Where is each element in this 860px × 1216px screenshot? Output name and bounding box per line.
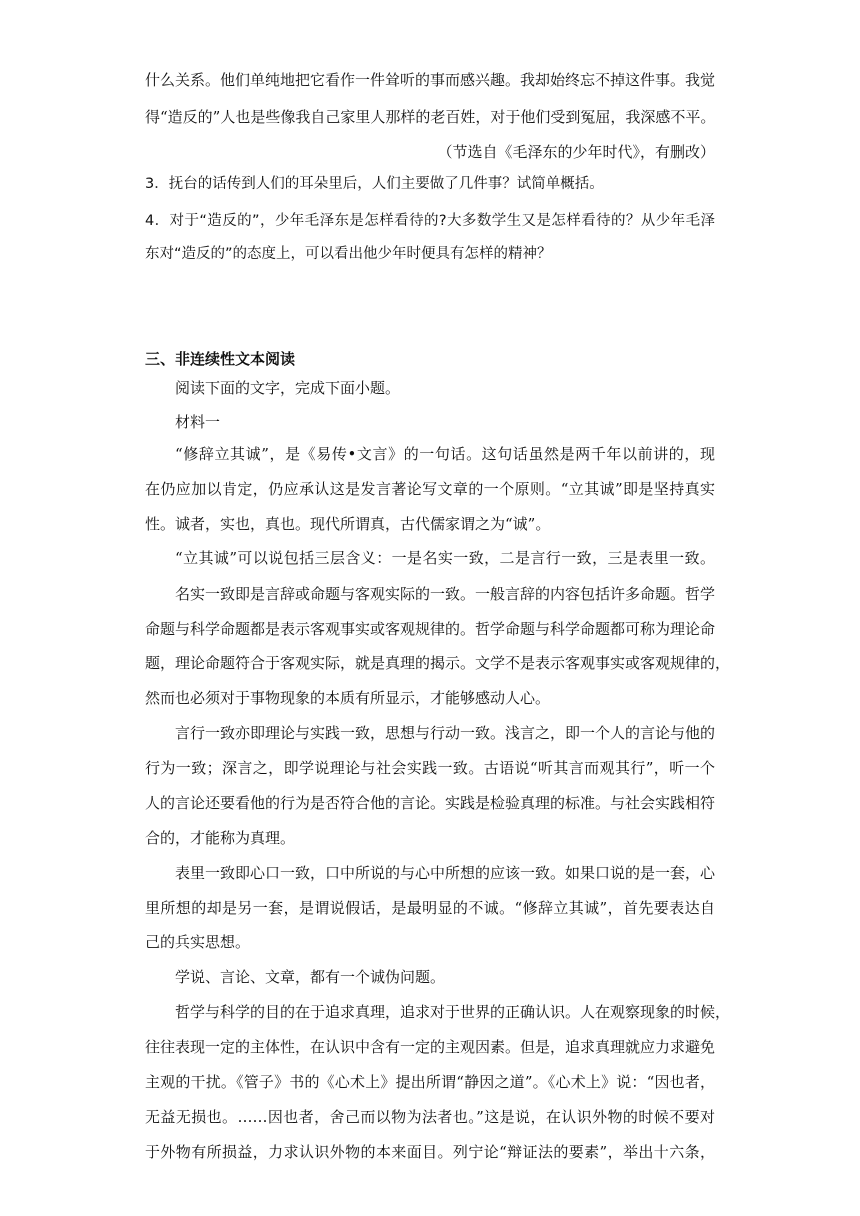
material-line: 然而也必须对于事物现象的本质有所显示，才能够感动人心。 — [145, 689, 551, 707]
material-line: 命题与科学命题都是表示客观事实或客观规律的。哲学命题与科学命题都可称为理论命 — [145, 620, 716, 638]
material-line: 里所想的却是另一套，是谓说假话，是最明显的不诚。“修辞立其诚”，首先要表达自 — [145, 899, 715, 917]
material-line: “修辞立其诚”，是《易传•文言》的一句话。这句话虽然是两千年以前讲的，现 — [175, 445, 715, 463]
question-4-continued: 东对“造反的”的态度上，可以看出他少年时便具有怎样的精神？ — [145, 246, 552, 262]
material-line: 题，理论命题符合于客观实际，就是真理的揭示。文学不是表示客观事实或客观规律的， — [145, 654, 731, 672]
material-line: 无益无损也。……因也者，舍己而以物为法者也。”这是说，在认识外物的时候不要对 — [145, 1108, 715, 1126]
material-line: 主观的干扰。《管子》书的《心术上》提出所谓“静因之道”。《心术上》说：“因也者， — [145, 1073, 715, 1091]
material-line: 学说、言论、文章，都有一个诚伪问题。 — [175, 968, 446, 986]
material-line: 行为一致；深言之，即学说理论与社会实践一致。古语说“听其言而观其行”，听一个 — [145, 759, 715, 777]
material-line: “立其诚”可以说包括三层含义：一是名实一致，二是言行一致，三是表里一致。 — [175, 549, 715, 567]
passage-source: （节选自《毛泽东的少年时代》，有删改） — [437, 143, 715, 161]
question-3: 3．抚台的话传到人们的耳朵里后，人们主要做了几件事？试简单概括。 — [145, 176, 604, 192]
material-line: 性。诚者，实也，真也。现代所谓真，古代儒家谓之为“诚”。 — [145, 515, 551, 533]
section-instruction: 阅读下面的文字，完成下面小题。 — [175, 379, 401, 397]
section-title: 三、非连续性文本阅读 — [145, 350, 296, 368]
material-line: 名实一致即是言辞或命题与客观实际的一致。一般言辞的内容包括许多命题。哲学 — [175, 585, 716, 603]
material-line: 言行一致亦即理论与实践一致，思想与行动一致。浅言之，即一个人的言论与他的 — [175, 724, 716, 742]
material-line: 哲学与科学的目的在于追求真理，追求对于世界的正确认识。人在观察现象的时候， — [175, 1003, 731, 1021]
question-4: 4．对于“造反的”，少年毛泽东是怎样看待的?大多数学生又是怎样看待的？从少年毛泽 — [145, 213, 715, 229]
material-label: 材料一 — [175, 413, 221, 431]
material-line: 合的，才能称为真理。 — [145, 829, 296, 847]
material-line: 于外物有所损益，力求认识外物的本来面目。列宁论“辩证法的要素”，举出十六条， — [145, 1143, 715, 1161]
material-line: 在仍应加以肯定，仍应承认这是发言著论写文章的一个原则。“立其诚”即是坚持真实 — [145, 480, 715, 498]
material-line: 表里一致即心口一致，口中所说的与心中所想的应该一致。如果口说的是一套，心 — [175, 864, 716, 882]
material-line: 往往表现一定的主体性，在认识中含有一定的主观因素。但是，追求真理就应力求避免 — [145, 1038, 716, 1056]
material-line: 己的兵实思想。 — [145, 933, 251, 951]
passage-line: 什么关系。他们单纯地把它看作一件耸听的事而感兴趣。我却始终忘不掉这件事。我觉 — [145, 71, 716, 89]
passage-line: 得“造反的”人也是些像我自己家里人那样的老百姓，对于他们受到冤屈，我深感不平。 — [145, 108, 716, 126]
material-line: 人的言论还要看他的行为是否符合他的言论。实践是检验真理的标准。与社会实践相符 — [145, 794, 716, 812]
